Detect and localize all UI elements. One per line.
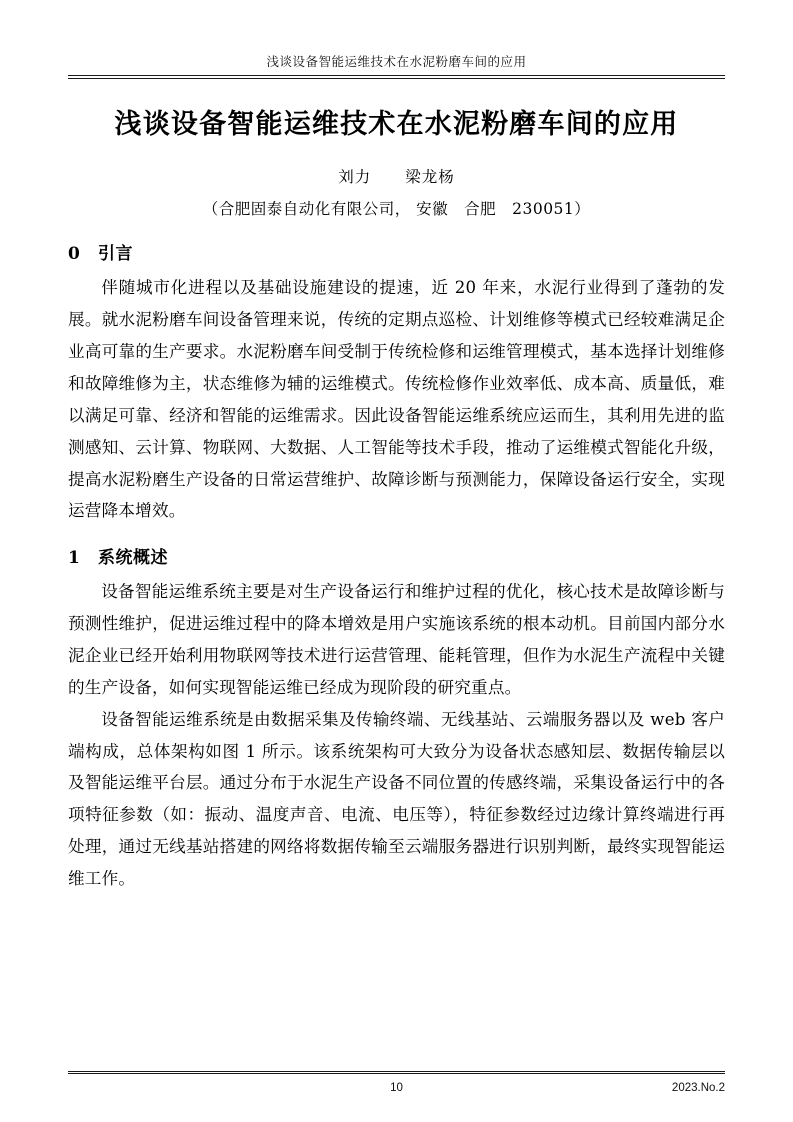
paragraph-1-0: 设备智能运维系统主要是对生产设备运行和维护过程的优化，核心技术是故障诊断与预测性维护，促进运维过程中的降本增效是用户实施该系统的根本动机。目前国内部分水泥企业已经开始利用物联网等技术进行运营管理、能耗管理，但作为水泥生产流程中关键的生产设备，如何实现智能运维已经成为现阶段的研究重点。 xyxy=(68,582,725,697)
issue-label: 2023.No.2 xyxy=(671,1082,725,1094)
section-title-1: 系统概述 xyxy=(98,548,168,569)
section-number-1: 1 xyxy=(68,548,81,569)
section-heading-0 xyxy=(68,239,725,264)
header-rule-thick xyxy=(68,75,725,76)
paragraph-0-0: 伴随城市化进程以及基础设施建设的提速，近 20 年来，水泥行业得到了蓬勃的发展。就水泥粉磨车间设备管理来说，传统的定期点巡检、计划维修等模式已经较难满足企业高可靠的生产要求。水泥粉磨车间受制于传统检修和运维管理模式，基本选择计划维修和故障维修为主，状态维修为辅的运维模式。传统检修作业效率低、成本高、质量低，难以满足可靠、经济和智能的运维需求。因此设备智能运维系统应运而生，其利用先进的监测感知、云计算、物联网、大数据、人工智能等技术手段，推动了运维模式智能化升级，提高水泥粉磨生产设备的日常运营维护、故障诊断与预测能力，保障设备运行安全，实现运营降本增效。 xyxy=(68,278,725,521)
section-number-0: 0 xyxy=(68,244,81,265)
footer-rule-thick xyxy=(68,1071,725,1072)
author-first: 刘力 xyxy=(338,168,372,187)
footer-rule-thin xyxy=(68,1073,725,1074)
section-heading-1 xyxy=(68,543,725,568)
page-footer xyxy=(68,1071,725,1095)
affiliation: （合肥固泰自动化有限公司， 安徽 合肥 230051） xyxy=(202,200,591,219)
section-title-0: 引言 xyxy=(98,244,133,265)
page-title: 浅谈设备智能运维技术在水泥粉磨车间的应用 xyxy=(114,109,679,140)
author-second: 梁龙杨 xyxy=(405,168,455,187)
footer-row xyxy=(68,1082,725,1094)
page-number: 10 xyxy=(390,1082,403,1094)
author-list xyxy=(68,165,725,187)
header-rule-thin xyxy=(68,78,725,79)
running-head: 浅谈设备智能运维技术在水泥粉磨车间的应用 xyxy=(266,54,527,69)
paragraph-1-1: 设备智能运维系统是由数据采集及传输终端、无线基站、云端服务器以及 web 客户端构成，总体架构如图 1 所示。该系统架构可大致分为设备状态感知层、数据传输层以及智能运维平台层。通过分布于水泥生产设备不同位置的传感终端，采集设备运行中的各项特征参数（如：振动、温度声音、电流、电压等），特征参数经过边缘计算终端进行再处理，通过无线基站搭建的网络将数据传输至云端服务器进行识别判断，最终实现智能运维工作。 xyxy=(68,709,725,889)
page-content xyxy=(68,52,725,1076)
